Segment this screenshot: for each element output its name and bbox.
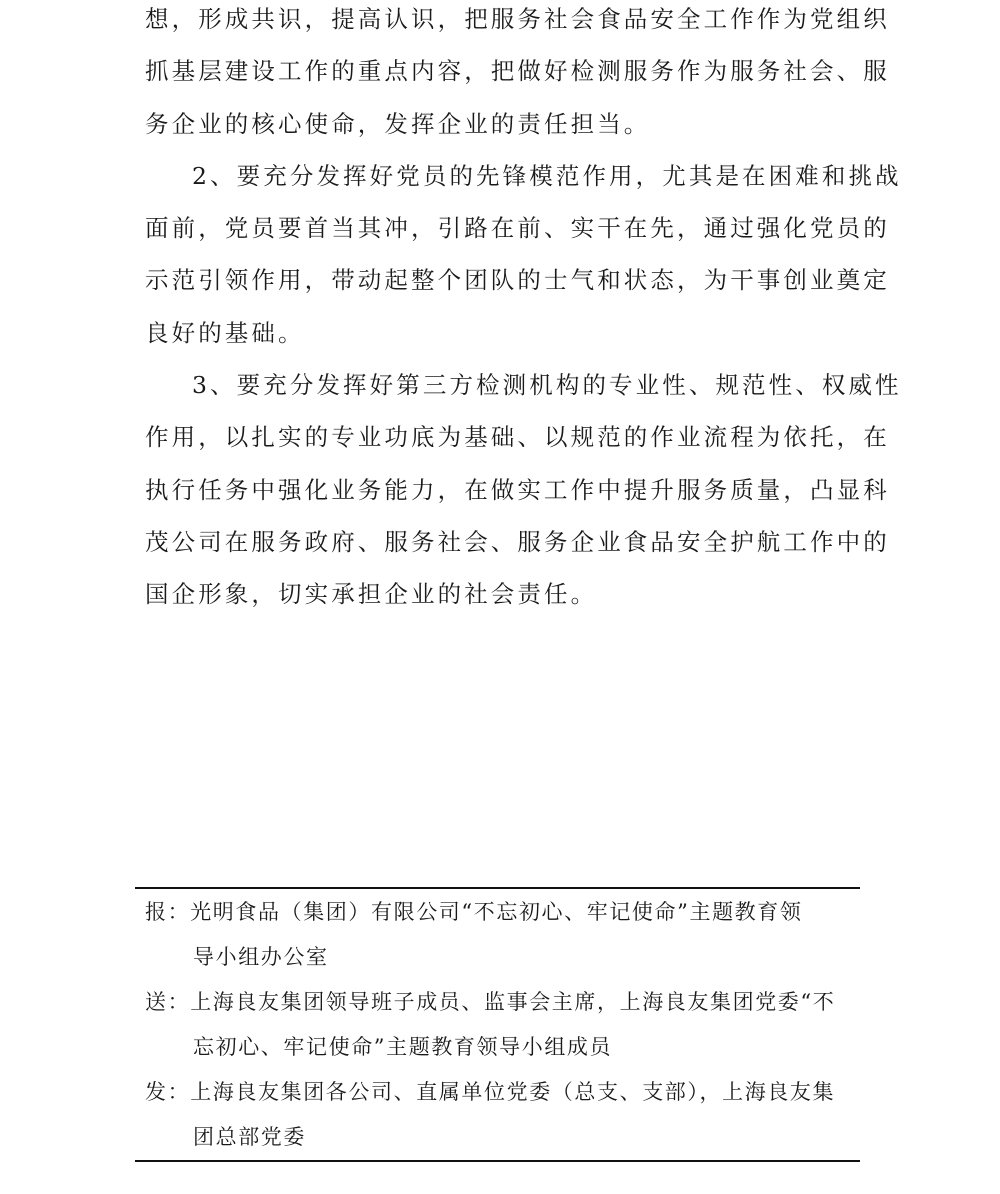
distribution-bottom-rule bbox=[135, 1160, 860, 1162]
body-line: 茂公司在服务政府、服务社会、服务企业食品安全护航工作中的 bbox=[145, 527, 890, 556]
issue-label: 发： bbox=[145, 1080, 191, 1104]
body-line: 国企形象，切实承担企业的社会责任。 bbox=[145, 580, 598, 609]
issue-to-continuation: 团总部党委 bbox=[193, 1125, 306, 1149]
send-to-line bbox=[145, 980, 860, 1025]
report-to-continuation: 导小组办公室 bbox=[193, 945, 329, 969]
body-line: 执行任务中强化业务能力，在做实工作中提升服务质量，凸显科 bbox=[145, 475, 890, 504]
send-to-continuation: 忘初心、牢记使命”主题教育领导小组成员 bbox=[193, 1035, 613, 1059]
body-line: 想，形成共识，提高认识，把服务社会食品安全工作作为党组织 bbox=[145, 5, 890, 33]
issue-recipients: 上海良友集团各公司、直属单位党委（总支、支部），上海良友集 bbox=[190, 1080, 836, 1104]
distribution-top-rule bbox=[135, 887, 860, 889]
report-label: 报： bbox=[145, 900, 191, 924]
distribution-list bbox=[145, 890, 860, 1160]
paragraph-2-first-line: 2、要充分发挥好党员的先锋模范作用，尤其是在困难和挑战 bbox=[192, 161, 902, 190]
send-recipients: 上海良友集团领导班子成员、监事会主席，上海良友集团党委“不 bbox=[190, 990, 836, 1014]
issue-to-line bbox=[145, 1070, 860, 1115]
body-line: 面前，党员要首当其冲，引路在前、实干在先，通过强化党员的 bbox=[145, 214, 890, 243]
paragraph-3-first-line: 3、要充分发挥好第三方检测机构的专业性、规范性、权威性 bbox=[192, 371, 902, 400]
body-text bbox=[145, 0, 902, 621]
report-to-line bbox=[145, 890, 860, 935]
body-line: 示范引领作用，带动起整个团队的士气和状态，为干事创业奠定 bbox=[145, 266, 890, 295]
report-recipients: 光明食品（集团）有限公司“不忘初心、牢记使命”主题教育领 bbox=[190, 900, 803, 924]
body-line: 抓基层建设工作的重点内容，把做好检测服务作为服务社会、服 bbox=[145, 57, 890, 86]
body-line: 务企业的核心使命，发挥企业的责任担当。 bbox=[145, 109, 651, 138]
body-line: 良好的基础。 bbox=[145, 318, 305, 347]
send-label: 送： bbox=[145, 990, 191, 1014]
body-line: 作用，以扎实的专业功底为基础、以规范的作业流程为依托，在 bbox=[145, 423, 890, 452]
